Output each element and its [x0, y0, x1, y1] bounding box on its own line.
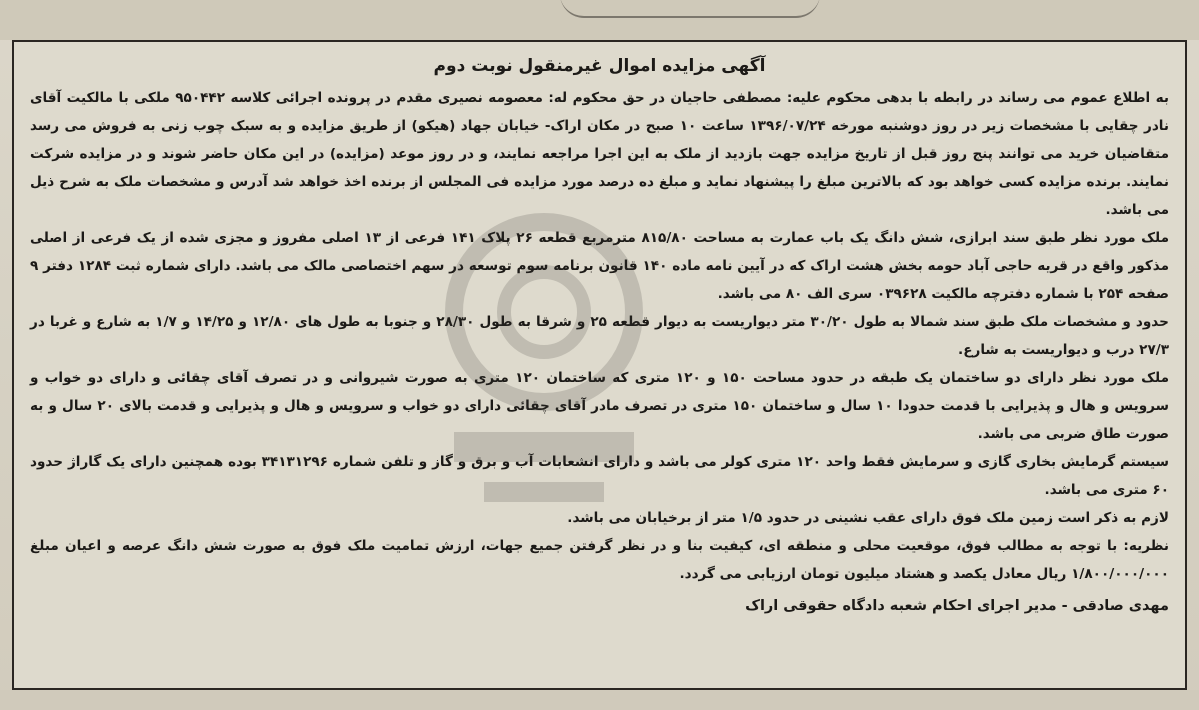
paragraph-setback: لازم به ذکر است زمین ملک فوق دارای عقب نشینی در حدود ۱/۵ متر از برخیابان می باشد. — [567, 510, 1169, 526]
paragraph-buildings: ملک مورد نظر دارای دو ساختمان یک طبقه در حدود مساحت ۱۵۰ و ۱۲۰ متری که ساختمان ۱۲۰ متری به صورت شیروانی و در تصرف آقای چقائی و دارای دو خواب و سرویس و هال و پذیرایی با قدمت حدودا ۱۰ سال و ساختمان ۱۵۰ متری در تصرف مادر آقای چقائی دارای دو خواب و سرویس و هال و پذیرایی و قدمت بالای ۲۰ سال و به صورت طاق ضربی می باشد. — [30, 370, 1170, 442]
paragraph-property-deed: ملک مورد نظر طبق سند ابرازی، شش دانگ یک باب عمارت به مساحت ۸۱۵/۸۰ مترمربع قطعه ۲۶ پلاک ۱۴۱ فرعی از ۱۳ اصلی مفروز و مجزی شده از یک فرعی از اصلی مذکور واقع در قریه حاجی آباد حومه بخش هشت اراک که در آیین نامه ماده ۱۴۰ قانون برنامه سوم توسعه در سهم اختصاصی مالک می باشد. دارای شماره ثبت ۱۲۸۴ دفتر ۹ صفحه ۲۵۴ با شماره دفترچه مالکیت ۰۳۹۶۲۸ سری الف ۸۰ می باشد. — [30, 230, 1169, 302]
auction-notice-box — [12, 40, 1187, 690]
top-margin — [0, 0, 1199, 40]
paragraph-intro: به اطلاع عموم می رساند در رابطه با بدهی محکوم علیه: مصطفی حاجیان در حق محکوم له: معصومه نصیری مقدم در پرونده اجرائی کلاسه ۹۵۰۴۴۲ ملکی با مالکیت آقای نادر چقایی با مشخصات زیر در روز دوشنبه مورخه ۱۳۹۶/۰۷/۲۴ ساعت ۱۰ صبح در مکان اراک- خیابان جهاد (هیکو) از طریق مزایده و به سبک چوب زنی به فروش می رسد متقاضیان خرید می توانند پنج روز قبل از تاریخ مزایده جهت بازدید از ملک به این اجرا مراجعه نمایند، و در روز موعد (مزایده) در این مکان حاضر شوند و در مزایده شرکت نمایند. برنده مزایده کسی خواهد بود که بالاترین مبلغ را پیشنهاد نماید و مبلغ ده درصد مورد مزایده فی المجلس از برنده اخذ خواهد شد آدرس و مشخصات ملک به شرح ذیل می باشد. — [30, 90, 1169, 218]
bottom-margin — [0, 690, 1199, 710]
handwritten-mark — [560, 0, 820, 18]
signature-line: مهدی صادقی - مدیر اجرای احکام شعبه دادگاه حقوقی اراک — [745, 598, 1169, 614]
notice-title: آگهی مزایده اموال غیرمنقول نوبت دوم — [433, 56, 766, 76]
paragraph-utilities: سیستم گرمایش بخاری گازی و سرمایش فقط واحد ۱۲۰ متری کولر می باشد و دارای انشعابات آب و برق و گاز و تلفن شماره ۳۴۱۳۱۲۹۶ بوده همچنین دارای یک گاراژ حدود ۶۰ متری می باشد. — [30, 454, 1169, 498]
paragraph-boundaries: حدود و مشخصات ملک طبق سند شمالا به طول ۳۰/۲۰ متر دیواریست به دیوار قطعه ۲۵ و شرقا به طول ۲۸/۳۰ و جنوبا به طول های ۱۲/۸۰ و ۱۴/۲۵ و ۱/۷ به شارع و غربا در ۲۷/۳ درب و دیواریست به شارع. — [30, 314, 1169, 358]
paragraph-valuation: نظریه: با توجه به مطالب فوق، موقعیت محلی و منطقه ای، کیفیت بنا و در نظر گرفتن جمیع جهات، ارزش تمامیت ملک فوق به صورت شش دانگ عرصه و اعیان مبلغ ۱/۸۰۰/۰۰۰/۰۰۰ ریال معادل یکصد و هشتاد میلیون تومان ارزیابی می گردد. — [30, 538, 1169, 582]
